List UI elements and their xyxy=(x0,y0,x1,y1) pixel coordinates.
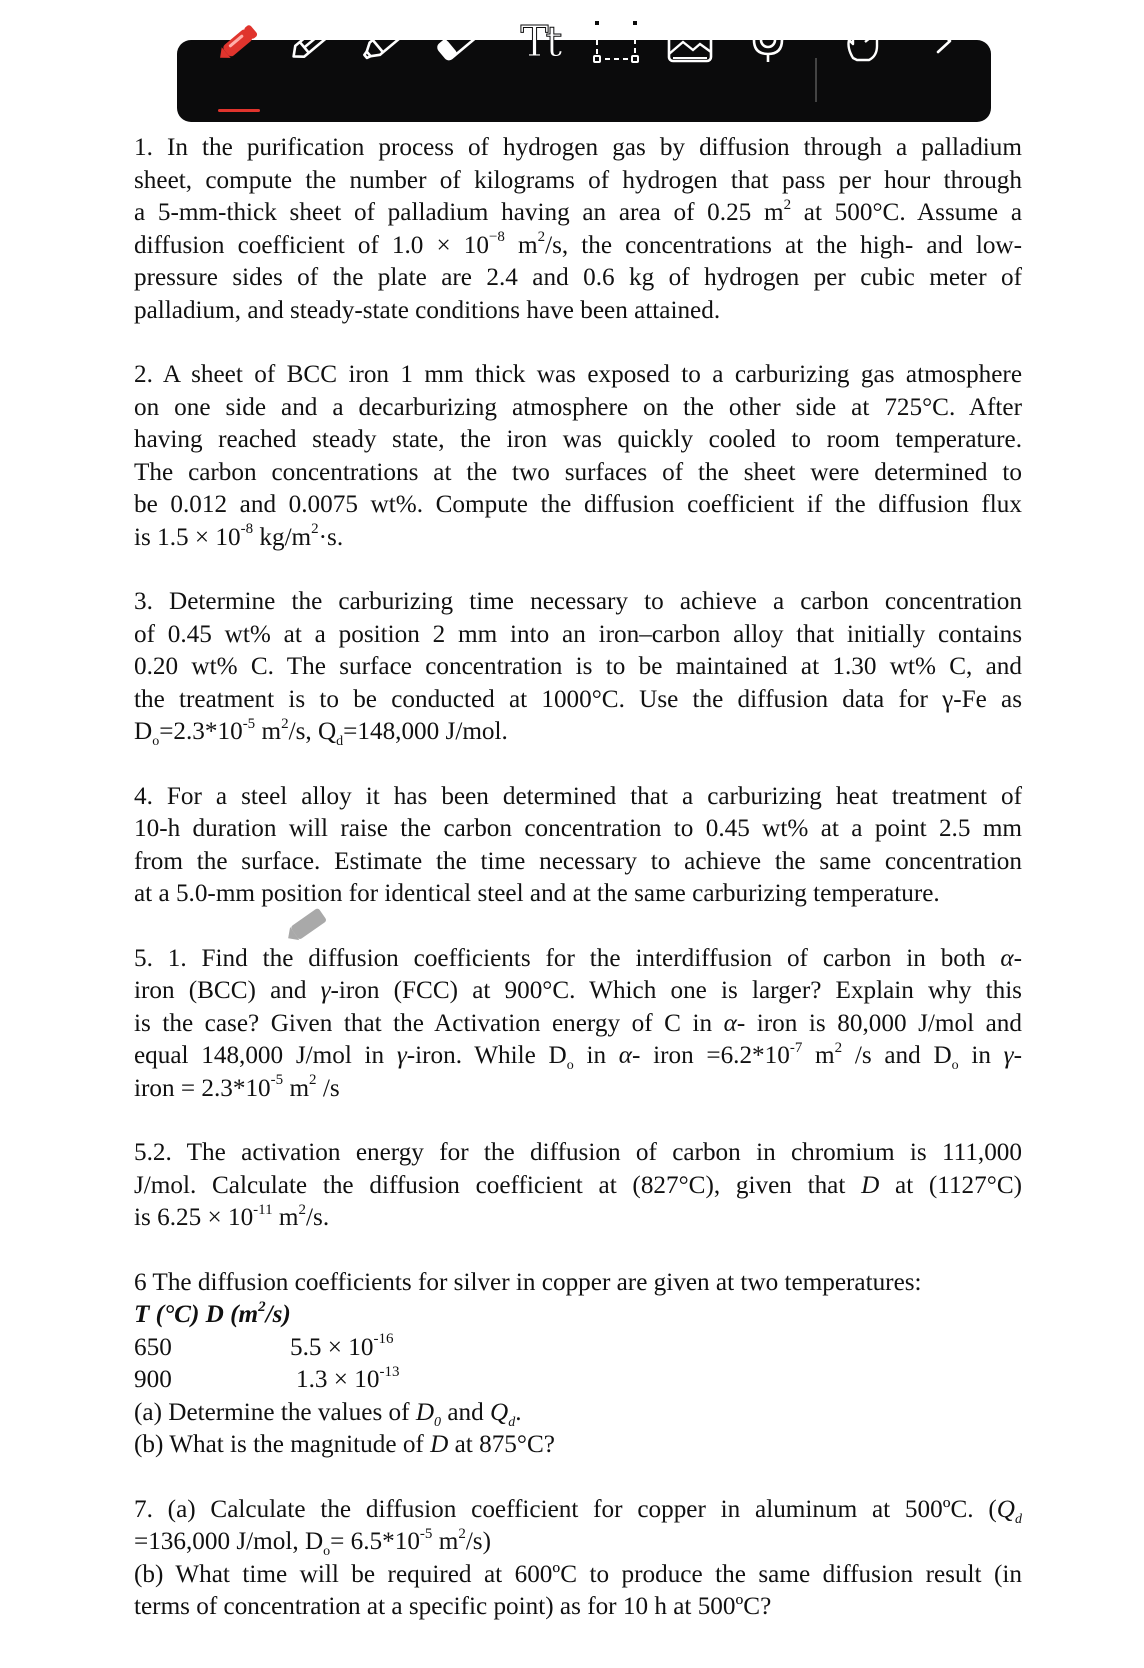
text-line: from the surface. Estimate the time necessary to achieve the same concentration xyxy=(134,847,1022,875)
text-line: a 5-mm-thick sheet of palladium having an area of 0.25 $m^2$ at 500°C. Assume a xyxy=(134,196,1022,226)
text-line: 4. For a steel alloy it has been determined that a carburizing heat treatment of xyxy=(134,782,1022,810)
text-line: 2. A sheet of BCC iron 1 mm thick was exposed to a carburizing gas atmosphere xyxy=(134,361,1022,388)
text-line: palladium, and steady-state conditions have been attained. xyxy=(134,296,721,324)
text-line: equal 148,000 J/mol in γ-iron. While $D_o$ in α- iron $=6.2*10^{-7}$ $m^2$ /s and $D_o$ in γ- xyxy=(134,1039,1022,1074)
hand-touch-icon xyxy=(843,18,889,64)
text-line: $D_o=2.3*10^{-5}$ $m^2/s$, $Q_d=148,000$ J/mol. xyxy=(134,715,508,750)
table-header: T (°C) D $(m^2/s)$ xyxy=(134,1298,291,1328)
pencil-cursor-icon xyxy=(284,905,330,950)
pen-icon xyxy=(216,19,264,63)
chevron-right-icon xyxy=(932,26,956,56)
text-line: =136,000 J/mol, $D_o= 6.5*10^{-5}$ $m^2/s$) xyxy=(134,1525,491,1560)
question-2 xyxy=(134,359,1022,554)
text-line: pressure sides of the plate are 2.4 and 0.6 kg of hydrogen per cubic meter of xyxy=(134,264,1022,291)
pencil-tool-button[interactable] xyxy=(284,0,340,82)
eraser-icon xyxy=(434,19,482,63)
text-line: J/mol. Calculate the diffusion coefficient at (827°C), given that D at (1127°C) xyxy=(134,1171,1023,1199)
text-line: (a) Determine the values of $D_0$ and $Q_d$. xyxy=(134,1398,522,1430)
text-line: 0.20 wt% C. The surface concentration is to be maintained at 1.30 wt% C, and xyxy=(134,653,1022,680)
text-line: 5. 1. Find the diffusion coefficients for the interdiffusion of carbon in both α- xyxy=(134,944,1022,972)
text-line: 7. (a) Calculate the diffusion coefficient for copper in aluminum at 500ºC. ($Q_d$ xyxy=(134,1495,1022,1527)
text-line: on one side and a decarburizing atmosphere on the other side at 725°C. After xyxy=(134,393,1022,421)
pencil-icon xyxy=(288,19,336,63)
text-line: of 0.45 wt% at a position 2 mm into an iron–carbon alloy that initially contains xyxy=(134,620,1022,648)
question-3 xyxy=(134,586,1022,749)
text-line: (b) What is the magnitude of D at 875°C? xyxy=(134,1431,555,1458)
text-line: be 0.012 and 0.0075 wt%. Compute the diffusion coefficient if the diffusion flux xyxy=(134,491,1022,518)
eraser-tool-button[interactable] xyxy=(430,0,486,82)
text-line: 3. Determine the carburizing time necessary to achieve a carbon concentration xyxy=(134,588,1022,615)
text-tool-icon: Tt xyxy=(520,16,560,66)
text-line: the treatment is to be conducted at 1000°C. Use the diffusion data for γ-Fe as xyxy=(134,685,1022,713)
text-line: 1. In the purification process of hydrogen gas by diffusion through a palladium xyxy=(134,134,1022,161)
text-line: is $6.25 \times 10^{-11}$ $m^2/s$. xyxy=(134,1201,330,1231)
text-line: iron (BCC) and γ-iron (FCC) at 900°C. Which one is larger? Explain why this xyxy=(134,977,1022,1004)
table-cell-d: $5.5 \times 10^{-16}$ xyxy=(290,1331,394,1361)
table-cell-d: $1.3 \times 10^{-13}$ xyxy=(296,1363,400,1393)
question-5-1 xyxy=(134,943,1022,1106)
text-line: iron = $2.3*10^{-5}$ $m^2$ /s xyxy=(134,1072,340,1102)
text-line: diffusion coefficient of $1.0 \times 10^{-8}$ $m^2/s$, the concentrations at the high- and low- xyxy=(134,229,1023,259)
text-line: (b) What time will be required at 600ºC to produce the same diffusion result (in xyxy=(134,1560,1022,1588)
text-line: sheet, compute the number of kilograms of hydrogen that pass per hour through xyxy=(134,166,1022,194)
voice-record-button[interactable] xyxy=(740,0,796,82)
text-tool-button[interactable] xyxy=(510,0,570,82)
touch-mode-button[interactable] xyxy=(838,0,894,82)
image-insert-icon xyxy=(667,18,713,64)
data-table xyxy=(134,1332,1022,1397)
text-line: is $1.5 \times 10^{-8}$ $kg/m^2\cdot s$. xyxy=(134,521,344,551)
text-line: 5.2. The activation energy for the diffusion of carbon in chromium is 111,000 xyxy=(134,1139,1022,1166)
question-4 xyxy=(134,781,1022,911)
question-1 xyxy=(134,132,1022,327)
text-line: terms of concentration at a specific point) as for 10 h at 500ºC? xyxy=(134,1593,772,1620)
microphone-icon xyxy=(748,18,788,64)
text-line: at a 5.0-mm position for identical steel and at the same carburizing temperature. xyxy=(134,880,940,907)
table-cell-temp: 900 xyxy=(134,1366,172,1393)
lasso-select-icon xyxy=(593,18,639,64)
toolbar-more-button[interactable] xyxy=(924,0,964,82)
question-6 xyxy=(134,1267,1022,1462)
table-cell-temp: 650 xyxy=(134,1333,172,1361)
text-line: 10-h duration will raise the carbon concentration to 0.45 wt% at a point 2.5 mm xyxy=(134,815,1022,842)
insert-image-button[interactable] xyxy=(662,0,718,82)
highlighter-icon xyxy=(360,19,408,63)
text-line: is the case? Given that the Activation energy of C in α- iron is 80,000 J/mol and xyxy=(134,1009,1022,1037)
document-body xyxy=(134,132,1022,1624)
text-line: having reached steady state, the iron was quickly cooled to room temperature. xyxy=(134,426,1022,453)
text-line: The carbon concentrations at the two surfaces of the sheet were determined to xyxy=(134,458,1022,486)
question-7 xyxy=(134,1494,1022,1624)
active-tool-indicator xyxy=(218,109,260,112)
lasso-select-button[interactable] xyxy=(588,0,644,82)
toolbar-divider xyxy=(815,58,817,102)
pen-tool-button[interactable] xyxy=(212,0,268,82)
question-5-2 xyxy=(134,1137,1022,1235)
text-line: 6 The diffusion coefficients for silver in copper are given at two temperatures: xyxy=(134,1268,922,1296)
highlighter-tool-button[interactable] xyxy=(356,0,412,82)
